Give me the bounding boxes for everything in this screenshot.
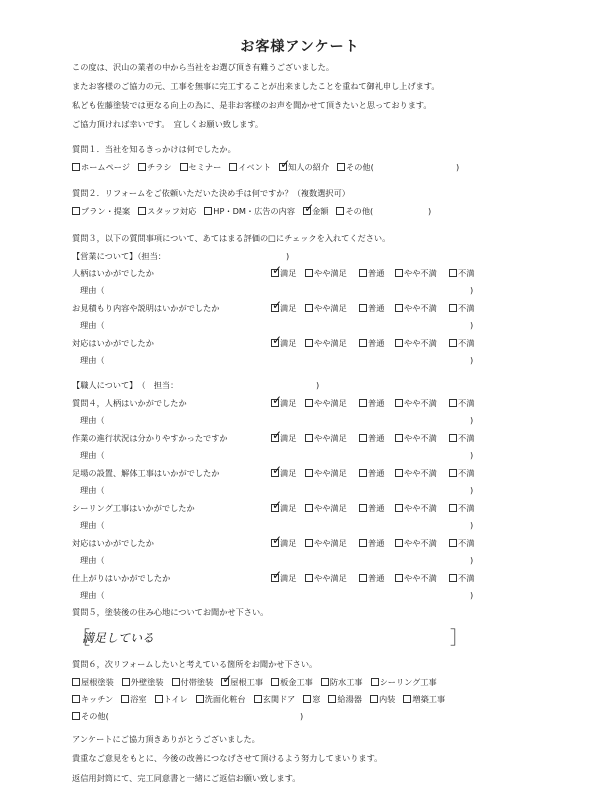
q5-close-bracket: ］ [450, 628, 468, 649]
checkbox[interactable] [138, 207, 146, 215]
rating-option-3[interactable] [395, 398, 437, 409]
option-label: やや満足 [314, 538, 347, 548]
option-label: やや不満 [404, 503, 437, 513]
checkbox[interactable] [359, 469, 367, 477]
sales-section-close: ) [286, 251, 290, 261]
rating-option-3[interactable] [395, 573, 437, 584]
option-label: 給湯器 [337, 694, 362, 704]
rating-question: 足場の設置、解体工事はいかがでしたか [72, 468, 220, 478]
rating-question: お見積もり内容や説明はいかがでしたか [72, 303, 220, 313]
option-label: セミナー [188, 162, 222, 172]
reason-close: ) [470, 485, 474, 495]
option-label: 普通 [368, 503, 385, 513]
checkbox-checked[interactable] [271, 399, 279, 407]
option-label: 不満 [458, 468, 475, 478]
checkbox[interactable] [271, 678, 279, 686]
q6-row2-option-3[interactable] [196, 694, 246, 705]
rating-question: 仕上がりはいかがでしたか [72, 573, 171, 583]
option-label: 外壁塗装 [130, 677, 164, 687]
option-label: 満足 [280, 433, 297, 443]
craft-reason-row[interactable] [80, 520, 480, 532]
craft-reason-row[interactable] [80, 555, 480, 567]
intro-line-2: またお客様のご協力の元、工事を無事に完工することが出来ましたことを重ねて御礼申し上げます。 [72, 81, 440, 91]
checkbox[interactable] [359, 304, 367, 312]
checkbox[interactable] [121, 695, 129, 703]
rating-option-0[interactable] [271, 433, 296, 444]
option-label: やや不満 [404, 303, 437, 313]
rating-option-1[interactable] [305, 338, 347, 349]
option-label: その他( [345, 206, 374, 216]
checkbox-checked[interactable] [271, 469, 279, 477]
rating-question: 質問４，人柄はいかがでしたか [72, 398, 187, 408]
reason-label: 理由（ [80, 555, 105, 565]
checkbox-checked[interactable] [271, 304, 279, 312]
reason-close: ) [470, 285, 474, 295]
checkbox[interactable] [359, 504, 367, 512]
checkbox-checked[interactable] [271, 339, 279, 347]
option-label: 洗面化粧台 [204, 694, 246, 704]
checkbox[interactable] [359, 339, 367, 347]
q6-other-row [72, 711, 117, 722]
reason-label: 理由（ [80, 320, 105, 330]
sales-rating-row [72, 338, 552, 350]
reason-label: 理由（ [80, 415, 105, 425]
option-label: 満足 [280, 303, 297, 313]
checkbox[interactable] [229, 163, 237, 171]
q6-options-row-1 [72, 677, 445, 688]
checkbox[interactable] [359, 399, 367, 407]
checkbox[interactable] [449, 504, 457, 512]
option-label: 不満 [458, 268, 475, 278]
checkbox-checked[interactable] [271, 434, 279, 442]
craft-reason-row[interactable] [80, 485, 480, 497]
rating-question: 作業の進行状況は分かりやすかったですか [72, 433, 228, 443]
rating-option-4[interactable] [449, 468, 474, 479]
craft-rating-row [72, 398, 552, 410]
reason-label: 理由（ [80, 590, 105, 600]
option-label: やや満足 [314, 398, 347, 408]
rating-question: 対応はいかがでしたか [72, 338, 154, 348]
craft-rating-row [72, 468, 552, 480]
option-label: 普通 [368, 538, 385, 548]
q2-option-0[interactable] [72, 206, 130, 217]
option-label: チラシ [146, 162, 172, 172]
q6-row2-option-8[interactable] [403, 694, 445, 705]
rating-option-4[interactable] [449, 398, 474, 409]
q6-option-other[interactable] [72, 711, 109, 722]
checkbox[interactable] [359, 434, 367, 442]
option-label: やや満足 [314, 573, 347, 583]
checkbox[interactable] [172, 678, 180, 686]
option-label: 不満 [458, 398, 475, 408]
option-label: 満足 [280, 338, 297, 348]
checkbox[interactable] [72, 163, 80, 171]
option-label: 不満 [458, 503, 475, 513]
rating-option-3[interactable] [395, 538, 437, 549]
q2-option-2[interactable] [204, 206, 295, 217]
rating-option-4[interactable] [449, 503, 474, 514]
option-label: やや不満 [404, 398, 437, 408]
q6-row2-option-4[interactable] [254, 694, 296, 705]
option-label: やや満足 [314, 468, 347, 478]
option-label: その他( [346, 162, 374, 172]
option-label: 普通 [368, 468, 385, 478]
intro-line-1: この度は、沢山の業者の中から当社をお選び頂き有難うございました。 [72, 62, 335, 72]
rating-option-2[interactable] [359, 573, 384, 584]
option-label: 内装 [378, 694, 396, 704]
sales-reason-row[interactable] [80, 355, 480, 367]
option-label: やや不満 [404, 468, 437, 478]
rating-option-1[interactable] [305, 303, 347, 314]
option-label: スタッフ対応 [147, 206, 197, 216]
reason-close: ) [470, 520, 474, 530]
intro-line-4: ご協力頂ければ幸いです。 宜しくお願い致します。 [72, 119, 264, 129]
q6-row1-option-5[interactable] [321, 677, 363, 688]
q6-row1-option-3[interactable] [221, 677, 263, 688]
option-label: キッチン [81, 694, 114, 704]
q1-option-3[interactable] [229, 162, 271, 173]
footer-line-1: アンケートにご協力頂きありがとうございました。 [72, 734, 260, 744]
rating-question: 対応はいかがでしたか [72, 538, 154, 548]
q1-label: 質問１．当社を知るきっかけは何でしたか。 [72, 144, 236, 154]
q6-row2-option-0[interactable] [72, 694, 113, 705]
footer-line-2: 貴重なご意見をもとに、今後の改善につなげさせて頂けるよう努力してまいります。 [72, 753, 383, 763]
rating-option-0[interactable] [271, 338, 296, 349]
rating-option-0[interactable] [271, 268, 296, 279]
q6-row1-option-4[interactable] [271, 677, 313, 688]
checkbox[interactable] [196, 695, 204, 703]
option-label: トイレ [163, 694, 188, 704]
option-label: シーリング工事 [379, 677, 437, 687]
checkbox[interactable] [395, 269, 403, 277]
checkbox[interactable] [180, 163, 188, 171]
checkbox[interactable] [72, 695, 80, 703]
q6-row2-option-7[interactable] [370, 694, 395, 705]
checkbox[interactable] [305, 574, 313, 582]
option-label: 窓 [312, 694, 321, 704]
option-label: ホームページ [81, 162, 130, 172]
q3-label: 質問３，以下の質問事項について、あてはまる評価の□にチェックを入れてください。 [72, 233, 391, 243]
option-label: 不満 [458, 338, 475, 348]
checkbox[interactable] [449, 434, 457, 442]
craft-rating-row [72, 433, 552, 445]
option-label: プラン・提案 [81, 206, 131, 216]
checkbox[interactable] [395, 339, 403, 347]
checkbox[interactable] [359, 539, 367, 547]
checkbox-checked[interactable] [271, 504, 279, 512]
option-label: やや不満 [404, 338, 437, 348]
rating-question: 人柄はいかがでしたか [72, 268, 154, 278]
rating-option-2[interactable] [359, 538, 384, 549]
option-label: 防水工事 [329, 677, 363, 687]
checkbox[interactable] [359, 269, 367, 277]
checkbox[interactable] [370, 695, 378, 703]
option-label: やや不満 [404, 573, 437, 583]
checkbox[interactable] [72, 678, 80, 686]
rating-option-4[interactable] [449, 338, 474, 349]
rating-option-4[interactable] [449, 573, 474, 584]
checkbox[interactable] [328, 695, 336, 703]
checkbox[interactable] [449, 574, 457, 582]
option-label: 不満 [458, 538, 475, 548]
rating-option-4[interactable] [449, 303, 474, 314]
q5-answer-box[interactable] [72, 624, 468, 649]
option-label: 屋根工事 [230, 677, 264, 687]
option-label: やや不満 [404, 268, 437, 278]
q1-option-0[interactable] [72, 162, 130, 173]
option-label: 不満 [458, 433, 475, 443]
reason-close: ) [470, 415, 474, 425]
craft-section-close: ) [316, 380, 320, 390]
option-label: 板金工事 [280, 677, 313, 687]
q5-open-bracket: ［ [72, 628, 90, 649]
q1-option-2[interactable] [180, 162, 222, 173]
craft-section-head: 【職人について】 （ 担当： [72, 380, 179, 390]
q2-option-3[interactable] [303, 206, 328, 217]
craft-reason-row[interactable] [80, 415, 480, 427]
checkbox[interactable] [72, 207, 80, 215]
q6-row1-option-1[interactable] [122, 677, 164, 688]
checkbox[interactable] [359, 574, 367, 582]
checkbox[interactable] [72, 712, 80, 720]
rating-option-2[interactable] [359, 268, 384, 279]
rating-option-3[interactable] [395, 338, 437, 349]
q2-option-1[interactable] [138, 206, 196, 217]
option-label: 普通 [368, 303, 385, 313]
reason-label: 理由（ [80, 520, 105, 530]
option-label: 満足 [280, 468, 297, 478]
checkbox[interactable] [395, 539, 403, 547]
q6-row1-option-0[interactable] [72, 677, 114, 688]
reason-label: 理由（ [80, 355, 105, 365]
sales-rating-row [72, 303, 552, 315]
rating-option-3[interactable] [395, 468, 437, 479]
checkbox[interactable] [305, 339, 313, 347]
option-label: やや満足 [314, 303, 347, 313]
craft-reason-row[interactable] [80, 450, 480, 462]
reason-label: 理由（ [80, 285, 105, 295]
rating-option-1[interactable] [305, 538, 347, 549]
option-label: 不満 [458, 303, 475, 313]
rating-option-0[interactable] [271, 398, 296, 409]
rating-option-0[interactable] [271, 468, 296, 479]
option-label: 浴室 [130, 694, 147, 704]
q6-options-row-2 [72, 694, 453, 705]
rating-option-2[interactable] [359, 338, 384, 349]
checkbox[interactable] [449, 399, 457, 407]
checkbox[interactable] [321, 678, 329, 686]
option-label: 普通 [368, 268, 385, 278]
rating-option-0[interactable] [271, 503, 296, 514]
reason-label: 理由（ [80, 485, 105, 495]
sales-rating-row [72, 268, 552, 280]
option-label: 普通 [368, 573, 385, 583]
reason-close: ) [470, 355, 474, 365]
q6-other-close: ) [300, 711, 304, 721]
page-title: お客様アンケート [240, 39, 360, 55]
rating-option-4[interactable] [449, 538, 474, 549]
option-label: 玄関ドア [262, 694, 296, 704]
q6-row2-option-2[interactable] [155, 694, 188, 705]
q2-option-4[interactable] [336, 206, 373, 217]
option-label: 屋根塗装 [81, 677, 114, 687]
q6-row2-option-5[interactable] [303, 694, 320, 705]
checkbox[interactable] [449, 304, 457, 312]
checkbox[interactable] [254, 695, 262, 703]
reason-label: 理由（ [80, 450, 105, 460]
option-label: やや満足 [314, 503, 347, 513]
reason-close: ) [470, 450, 474, 460]
option-label: 金額 [312, 206, 329, 216]
q1-option-5[interactable] [337, 162, 374, 173]
intro-line-3: 私ども佐藤塗装では更なる向上の為に、是非お客様のお声を聞かせて頂きたいと思っております。 [72, 100, 432, 110]
rating-option-4[interactable] [449, 433, 474, 444]
option-label: その他( [81, 711, 109, 721]
rating-option-2[interactable] [359, 503, 384, 514]
option-label: やや不満 [404, 433, 437, 443]
rating-option-2[interactable] [359, 398, 384, 409]
sales-section-head: 【営業について】（担当： [72, 251, 166, 261]
option-label: やや満足 [314, 268, 347, 278]
checkbox[interactable] [305, 434, 313, 442]
option-label: 普通 [368, 338, 385, 348]
reason-close: ) [470, 320, 474, 330]
craft-rating-row [72, 503, 552, 515]
checkbox[interactable] [395, 574, 403, 582]
checkbox[interactable] [403, 695, 411, 703]
reason-close: ) [470, 590, 474, 600]
q6-row2-option-1[interactable] [121, 694, 146, 705]
option-label: 増築工事 [412, 694, 446, 704]
option-label: 付帯塗装 [180, 677, 214, 687]
q2-label: 質問２．リフォームをご依頼いただいた決め手は何ですか？（複数選択可） [72, 188, 350, 198]
checkbox[interactable] [449, 539, 457, 547]
option-label: やや満足 [314, 338, 347, 348]
checkbox[interactable] [305, 539, 313, 547]
option-label: 普通 [368, 398, 385, 408]
checkbox-checked[interactable] [221, 678, 229, 686]
option-label: HP・DM・広告の内容 [213, 206, 296, 216]
q6-row2-option-6[interactable] [328, 694, 362, 705]
checkbox[interactable] [303, 695, 311, 703]
sales-reason-row[interactable] [80, 285, 480, 297]
checkbox[interactable] [449, 469, 457, 477]
rating-option-2[interactable] [359, 468, 384, 479]
checkbox[interactable] [336, 207, 344, 215]
q1-other-close: ) [456, 162, 460, 172]
rating-option-3[interactable] [395, 303, 437, 314]
option-label: やや不満 [404, 538, 437, 548]
rating-option-0[interactable] [271, 538, 296, 549]
checkbox[interactable] [305, 399, 313, 407]
option-label: 普通 [368, 433, 385, 443]
rating-option-0[interactable] [271, 573, 296, 584]
rating-option-3[interactable] [395, 268, 437, 279]
q6-row1-option-6[interactable] [371, 677, 437, 688]
rating-option-1[interactable] [305, 468, 347, 479]
checkbox-checked[interactable] [279, 163, 287, 171]
checkbox[interactable] [371, 678, 379, 686]
checkbox[interactable] [449, 339, 457, 347]
checkbox[interactable] [305, 269, 313, 277]
checkbox[interactable] [449, 269, 457, 277]
q1-option-1[interactable] [138, 162, 172, 173]
checkbox[interactable] [204, 207, 212, 215]
craft-rating-row [72, 573, 552, 585]
q6-row1-option-2[interactable] [172, 677, 214, 688]
checkbox-checked[interactable] [271, 539, 279, 547]
checkbox[interactable] [395, 434, 403, 442]
checkbox-checked[interactable] [271, 269, 279, 277]
footer-line-3: 返信用封筒にて、完工同意書と一緒にご返信お願い致します。 [72, 773, 301, 783]
checkbox-checked[interactable] [271, 574, 279, 582]
checkbox[interactable] [305, 304, 313, 312]
rating-option-1[interactable] [305, 398, 347, 409]
option-label: 満足 [280, 573, 297, 583]
option-label: イベント [238, 162, 272, 172]
q2-options [72, 206, 381, 217]
q5-answer-handwriting: 満足している [82, 631, 155, 645]
craft-rating-row [72, 538, 552, 550]
option-label: 満足 [280, 268, 297, 278]
checkbox[interactable] [305, 469, 313, 477]
checkbox[interactable] [395, 504, 403, 512]
rating-option-1[interactable] [305, 433, 347, 444]
craft-reason-row[interactable] [80, 590, 480, 602]
q2-other-close: ) [428, 206, 432, 216]
checkbox[interactable] [122, 678, 130, 686]
reason-close: ) [470, 555, 474, 565]
q1-options [72, 162, 382, 173]
option-label: 不満 [458, 573, 475, 583]
rating-option-3[interactable] [395, 503, 437, 514]
q6-label: 質問６，次リフォームしたいと考えている箇所をお聞かせ下さい。 [72, 659, 318, 669]
option-label: 満足 [280, 538, 297, 548]
q5-label: 質問５，塗装後の住み心地についてお聞かせ下さい。 [72, 607, 269, 617]
checkbox[interactable] [395, 399, 403, 407]
checkbox[interactable] [337, 163, 345, 171]
checkbox[interactable] [155, 695, 163, 703]
q1-option-4[interactable] [279, 162, 329, 173]
rating-question: シーリング工事はいかがでしたか [72, 503, 195, 513]
rating-option-2[interactable] [359, 433, 384, 444]
rating-option-1[interactable] [305, 268, 347, 279]
checkbox-checked[interactable] [303, 207, 311, 215]
rating-option-4[interactable] [449, 268, 474, 279]
rating-option-1[interactable] [305, 573, 347, 584]
option-label: やや満足 [314, 433, 347, 443]
rating-option-1[interactable] [305, 503, 347, 514]
checkbox[interactable] [395, 469, 403, 477]
option-label: 満足 [280, 398, 297, 408]
sales-reason-row[interactable] [80, 320, 480, 332]
rating-option-2[interactable] [359, 303, 384, 314]
checkbox[interactable] [138, 163, 146, 171]
option-label: 知人の紹介 [288, 162, 330, 172]
checkbox[interactable] [395, 304, 403, 312]
rating-option-0[interactable] [271, 303, 296, 314]
checkbox[interactable] [305, 504, 313, 512]
option-label: 満足 [280, 503, 297, 513]
rating-option-3[interactable] [395, 433, 437, 444]
